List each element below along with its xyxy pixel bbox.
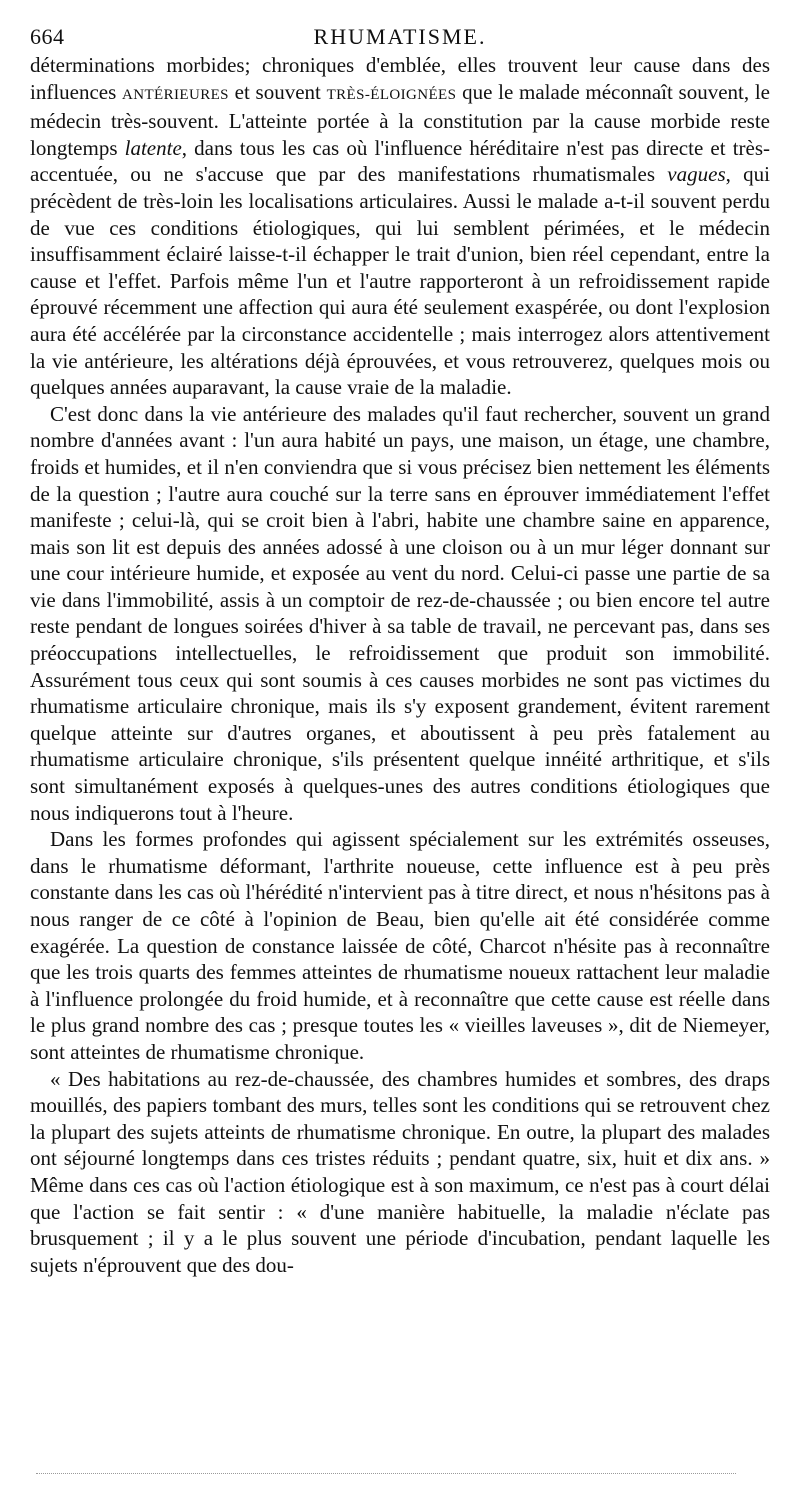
- italic-text: vagues: [667, 162, 726, 187]
- small-caps-text: ANTÉRIEURES: [122, 86, 229, 103]
- paragraph: [30, 1066, 770, 1279]
- text-run: et souvent: [228, 79, 327, 104]
- paragraph: [30, 826, 770, 1065]
- paragraph: [30, 52, 770, 401]
- text-run: C'est donc dans la vie antérieure des malades qu'il faut rechercher, souvent un grand nombre d'années avant : l'un aura habité un pays, une maison, un étage, une chambre, froids et humides, et il n'en conviendra que si vous précisez bien nettement les éléments de la question ; l'autre aura couché sur la terre sans en éprouver immédiatement l'effet manifeste ; celui-là, qui se croit bien à l'abri, habite une chambre saine en apparence, mais son lit est depuis des années adossé à une cloison ou à un mur léger donnant sur une cour intérieure humide, et exposée au vent du nord. Celui-ci passe une partie de sa vie dans l'immobilité, assis à un comptoir de rez-de-chaussée ; ou bien encore tel autre reste pendant de longues soirées d'hiver à sa table de travail, ne percevant pas, dans ses préoccupations intellectuelles, le refroidissement que produit son immobilité. Assurément tous ceux qui sont soumis à ces causes morbides ne sont pas victimes du rhumatisme articulaire chronique, mais ils s'y exposent grandement, évitent rarement quelque atteinte sur d'autres organes, et aboutissent à peu près fatalement au rhumatisme articulaire chronique, s'ils présentent quelque innéité arthritique, et s'ils sont simultanément exposés à quelques-unes des autres conditions étiologiques que nous indiquerons tout à l'heure.: [30, 401, 770, 825]
- running-title: RHUMATISME.: [313, 24, 487, 49]
- paragraph: [30, 401, 770, 827]
- running-head: [30, 22, 770, 52]
- text-run: que le malade méconnaît souvent, le médecin très-souvent. L'atteinte portée à la constitution par la cause morbide reste longtemps: [30, 79, 771, 160]
- page-number: 664: [30, 24, 65, 49]
- book-page: [30, 22, 770, 1278]
- footer-rule: [36, 1473, 736, 1474]
- text-run: , qui précèdent de très-loin les localisations articulaires. Aussi le malade a-t-il souvent perdu de vue ces conditions étiologiques, qui lui semblent périmées, et le médecin insuffisamment éclairé laisse-t-il échapper le trait d'union, bien réel cependant, entre la cause et l'effet. Parfois même l'un et l'autre rapporteront à un refroidissement rapide éprouvé récemment une affection qui aura été seulement exaspérée, ou dont l'explosion aura été accélérée par la circonstance accidentelle ; mais interrogez alors attentivement la vie antérieure, les altérations déjà éprouvées, et vous retrouverez, quelques mois ou quelques années auparavant, la cause vraie de la maladie.: [30, 162, 770, 400]
- text-run: , dans tous les cas où l'influence héréditaire n'est pas directe et très-accentuée, ou ne s'accuse que par des manifestations rhumatismales: [30, 135, 771, 187]
- small-caps-text: TRÈS-ÉLOIGNÉES: [326, 86, 457, 103]
- body-text: [30, 52, 770, 1278]
- text-run: déterminations morbides; chroniques d'emblée, elles trouvent leur cause dans des influences: [30, 53, 770, 104]
- text-run: « Des habitations au rez-de-chaussée, des chambres humides et sombres, des draps mouillés, des papiers tombant des murs, telles sont les conditions qui se retrouvent chez la plupart des sujets atteints de rhumatisme chronique. En outre, la plupart des malades ont séjourné longtemps dans ces tristes réduits ; pendant quatre, six, huit et dix ans. » Même dans ces cas où l'action étiologique est à son maximum, ce n'est pas à court délai que l'action se fait sentir : « d'une manière habituelle, la maladie n'éclate pas brusquement ; il y a le plus souvent une période d'incubation, pendant laquelle les sujets n'éprouvent que des dou-: [30, 1066, 770, 1277]
- italic-text: latente: [124, 135, 182, 160]
- text-run: Dans les formes profondes qui agissent spécialement sur les extrémités osseuses, dans le rhumatisme déformant, l'arthrite noueuse, cette influence est à peu près constante dans les cas où l'hérédité n'intervient pas à titre direct, et nous n'hésitons pas à nous ranger de ce côté à l'opinion de Beau, bien qu'elle ait été considérée comme exagérée. La question de constance laissée de côté, Charcot n'hésite pas à reconnaître que les trois quarts des femmes atteintes de rhumatisme noueux rattachent leur maladie à l'influence prolongée du froid humide, et à reconnaître que cette cause est réelle dans le plus grand nombre des cas ; presque toutes les « vieilles laveuses », dit de Niemeyer, sont atteintes de rhumatisme chronique.: [30, 827, 770, 1064]
